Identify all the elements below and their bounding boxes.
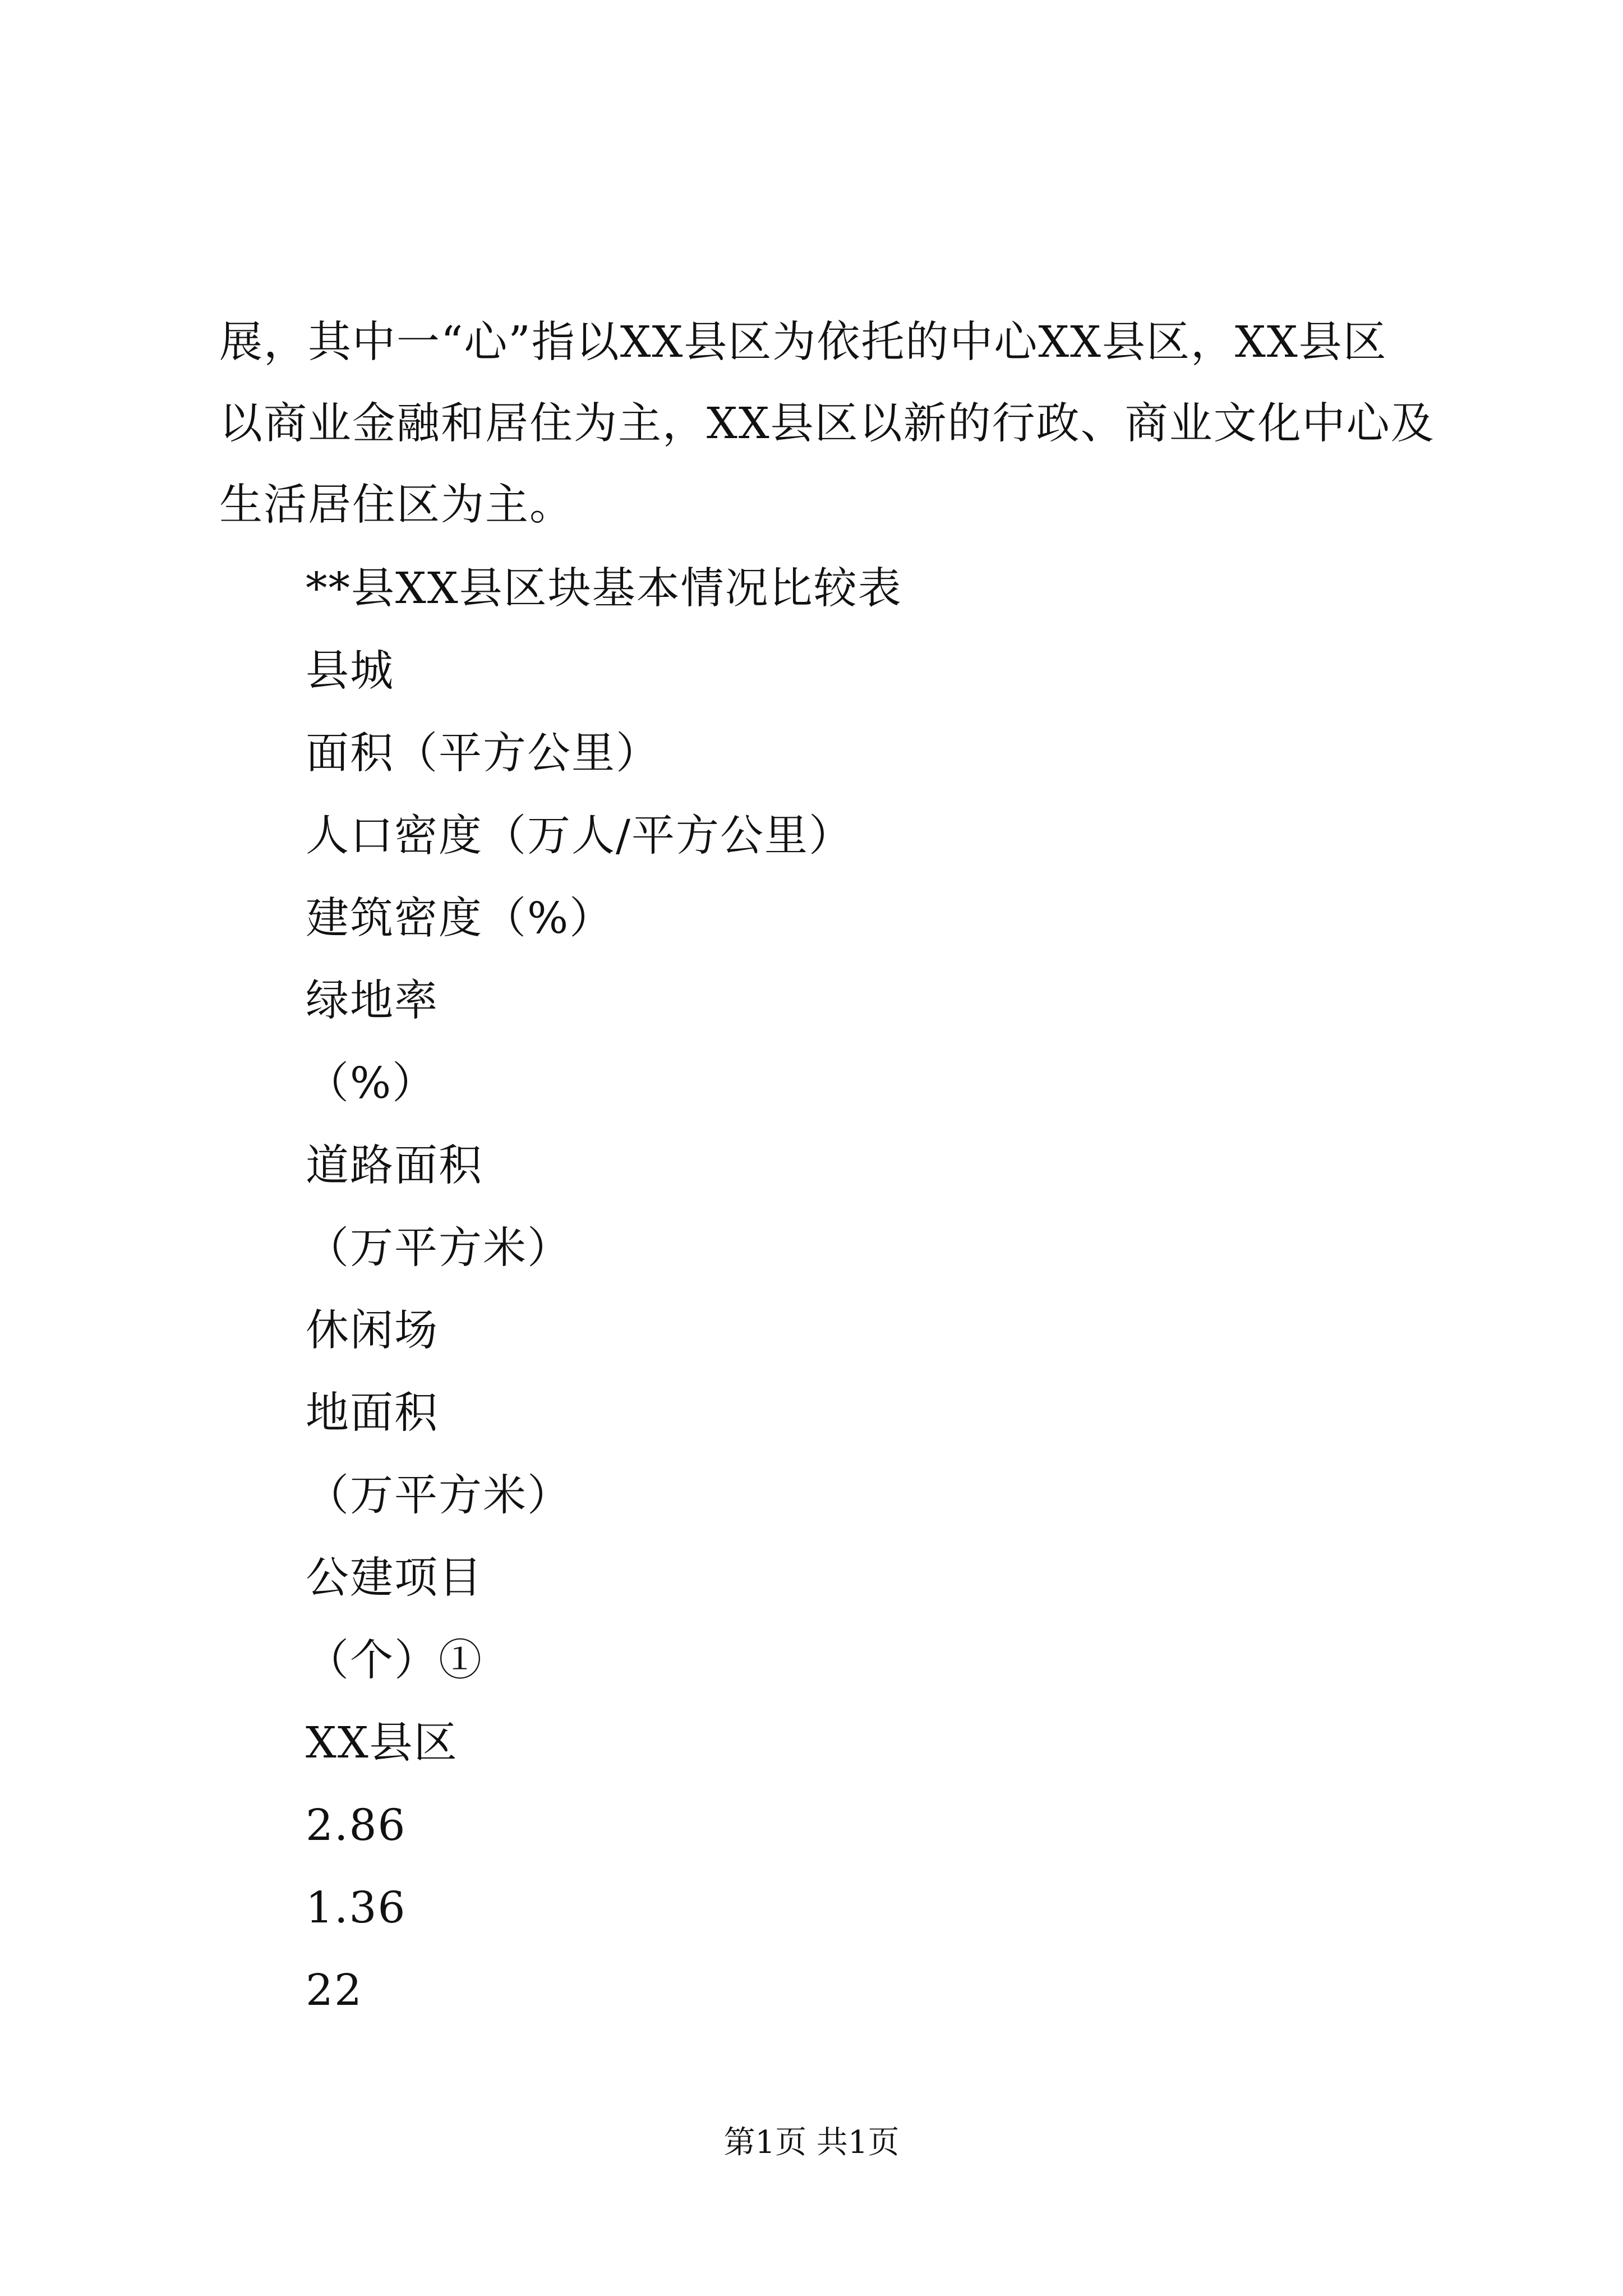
list-item: 公建项目 (306, 1553, 483, 1603)
list-item: XX县区 (306, 1718, 458, 1768)
paragraph-line: 生活居住区为主。 (219, 480, 574, 530)
list-item: 人口密度（万人/平方公里） (306, 811, 853, 861)
list-item: 地面积 (306, 1388, 439, 1438)
list-item: （万平方米） (306, 1223, 571, 1273)
list-item: 绿地率 (306, 976, 439, 1026)
list-item: 休闲场 (306, 1306, 439, 1356)
paragraph-line: 以商业金融和居住为主，XX县区以新的行政、商业文化中心及 (219, 399, 1435, 449)
list-item: 面积（平方公里） (306, 729, 660, 779)
paragraph-line: 展，其中一“心”指以XX县区为依托的中心XX县区，XX县区 (219, 318, 1387, 367)
list-item: 1.36 (306, 1883, 407, 1933)
body-paragraph (219, 302, 1435, 546)
list-item: 建筑密度（%） (306, 894, 614, 944)
list-item: （%） (306, 1059, 437, 1108)
list-item: （万平方米） (306, 1471, 571, 1521)
list-item: 县城 (306, 646, 394, 696)
list-item: 道路面积 (306, 1141, 483, 1191)
list-item: （个）① (306, 1636, 483, 1686)
table-caption: **县XX县区块基本情况比较表 (306, 564, 902, 614)
list-item: 22 (306, 1966, 363, 2016)
page-footer: 第1页 共1页 (723, 2124, 900, 2161)
table-text-list (306, 547, 902, 2032)
list-item: 2.86 (306, 1801, 407, 1851)
